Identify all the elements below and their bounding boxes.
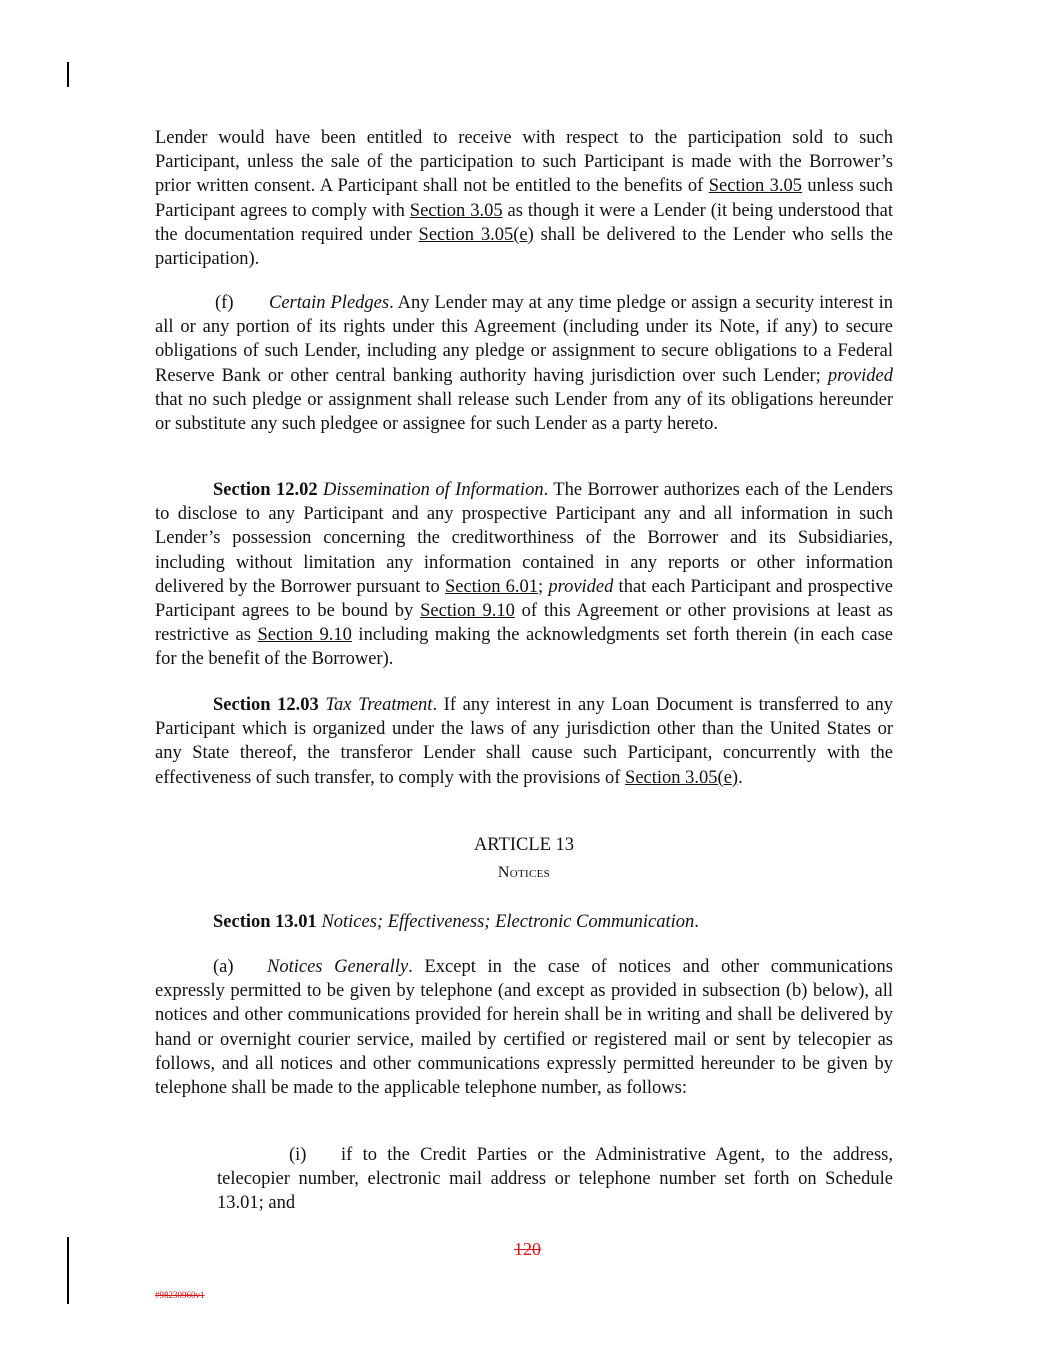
section-link[interactable]: Section 3.05 bbox=[409, 200, 503, 221]
section-link[interactable]: Section 9.10 bbox=[257, 625, 352, 646]
section-number: Section 13.01 bbox=[213, 912, 317, 932]
section-number: Section 12.03 bbox=[213, 695, 319, 715]
section-heading: Notices; Effectiveness; Electronic Communication bbox=[321, 912, 695, 932]
section-link[interactable]: Section 3.05(e) bbox=[625, 767, 739, 788]
clause-label: (a) bbox=[213, 957, 234, 977]
article-number: ARTICLE 13 bbox=[473, 835, 575, 855]
article-title: Notices bbox=[497, 864, 551, 881]
clause-label: (f) bbox=[215, 293, 234, 313]
section-link[interactable]: Section 9.10 bbox=[420, 601, 515, 622]
section-heading: Tax Treatment bbox=[325, 695, 433, 715]
section-number: Section 12.02 bbox=[213, 480, 318, 500]
clause-heading: Notices Generally bbox=[267, 957, 409, 977]
section-link[interactable]: Section 3.05(e) bbox=[418, 224, 534, 245]
paragraph-notices-generally: (a) Notices Generally. Except in the case of notices and other communications expressly permitted to be given by telephone (and except as provided in subsection (b) below), all notices and other communications provided for herein shall be in writing and shall be delivered by hand or overnight courier service, mailed by certified or registered mail or sent by telecopier as follows, and all notices and other communications expressly permitted hereunder to be given by telephone shall be made to the applicable telephone number, as follows: bbox=[155, 957, 893, 1099]
paragraph-section-12-03: Section 12.03 Tax Treatment. If any interest in any Loan Document is transferred to any Participant which is organized under the laws of any jurisdiction other than the United States or any State thereof, the transferor Lender shall cause such Participant, concurrently with the effectiveness of such transfer, to comply with the provisions of Section 3.05(e). bbox=[155, 695, 894, 788]
paragraph-section-13-01: Section 13.01 Notices; Effectiveness; Electronic Communication. bbox=[213, 912, 699, 932]
section-link[interactable]: Section 3.05 bbox=[708, 176, 803, 197]
change-bar-top bbox=[67, 62, 69, 87]
page-number: 120 bbox=[514, 1239, 541, 1259]
paragraph-certain-pledges: (f) Certain Pledges. Any Lender may at any time pledge or assign a security interest in all or any portion of its rights under this Agreement (including under its Note, if any) to secure obligations of such Lender, including any pledge or assignment to secure obligations to a Federal Reserve Bank or other central banking authority having jurisdiction over such Lender; provided that no such pledge or assignment shall release such Lender from any of its obligations hereunder or substitute any such pledgee or assignee for such Lender as a party hereto. bbox=[155, 293, 894, 435]
section-link[interactable]: Section 6.01 bbox=[444, 576, 538, 597]
paragraph-section-12-02: Section 12.02 Dissemination of Information. The Borrower authorizes each of the Lenders to disclose to any Participant and any prospective Participant any and all information in such Lender’s possession concerning the creditworthiness of the Borrower and its Subsidiaries, including without limitation any information contained in any reports or other information delivered by the Borrower pursuant to Section 6.01; provided that each Participant and prospective Participant agrees to be bound by Section 9.10 of this Agreement or other provisions at least as restrictive as Section 9.10 including making the acknowledgments set forth therein (in each case for the benefit of the Borrower). bbox=[155, 480, 894, 670]
clause-heading: Certain Pledges bbox=[269, 293, 390, 313]
paragraph-subclause-i: (i) if to the Credit Parties or the Administrative Agent, to the address, telecopier number, electronic mail address or telephone number set forth on Schedule 13.01; and bbox=[217, 1145, 893, 1214]
section-heading: Dissemination of Information bbox=[323, 480, 544, 500]
clause-label: (i) bbox=[289, 1145, 307, 1165]
paragraph-continuation: Lender would have been entitled to receive with respect to the participation sold to such Participant, unless the sale of the participation to such Participant is made with the Borrower’s prior written consent. A Participant shall not be entitled to the benefits of Section 3.05 unless such Participant agrees to comply with Section 3.05 as though it were a Lender (it being understood that the documentation required under Section 3.05(e) shall be delivered to the Lender who sells the participation). bbox=[155, 128, 893, 270]
document-id: #98230960v1 bbox=[155, 1290, 205, 1300]
